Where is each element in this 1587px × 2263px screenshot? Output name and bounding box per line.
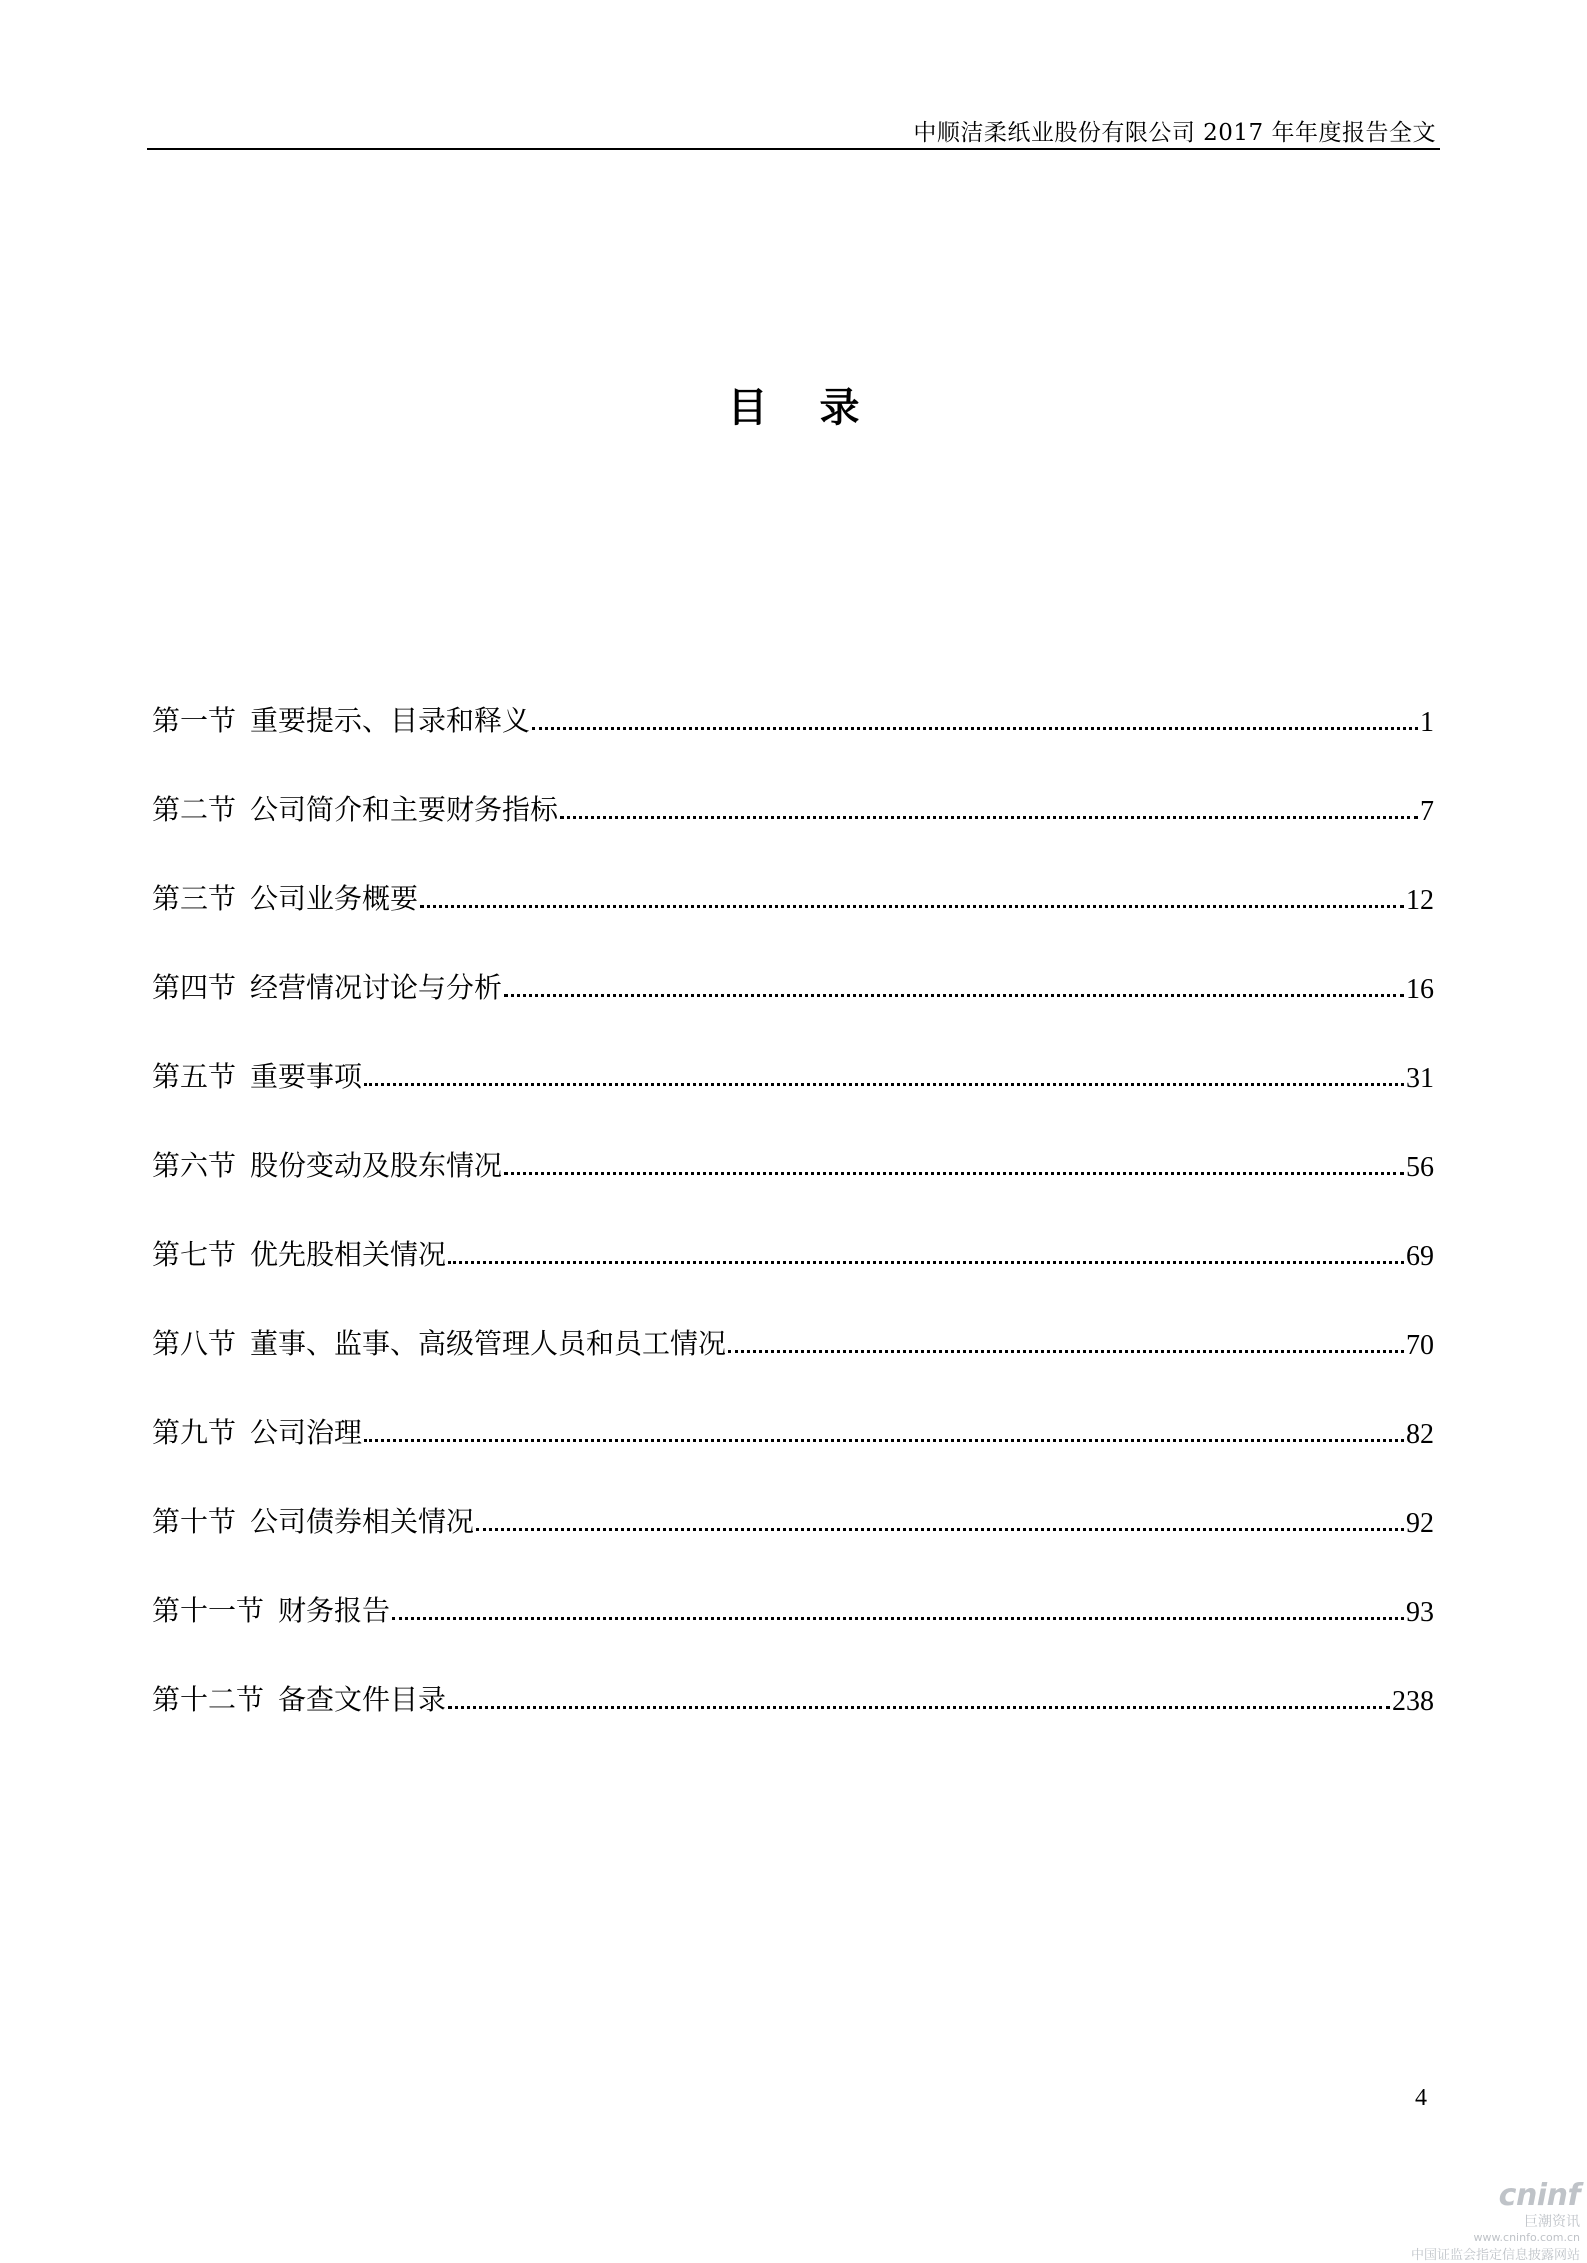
watermark-site: 中国证监会指定信息披露网站 (1410, 2248, 1580, 2263)
toc-page-number: 1 (1420, 707, 1434, 738)
toc-section-number: 第三节 (152, 882, 237, 915)
toc-section-title: 重要事项 (250, 1060, 363, 1093)
toc-list (152, 650, 1434, 1718)
dot-leader (560, 816, 1418, 819)
toc-page-number: 93 (1406, 1597, 1434, 1628)
toc-item[interactable] (152, 1629, 1434, 1718)
cninfo-watermark (1400, 2178, 1580, 2263)
dot-leader (448, 1706, 1390, 1709)
dot-leader (532, 727, 1418, 730)
toc-section-number: 第二节 (152, 793, 237, 826)
watermark-url: www.cninfo.com.cn (1473, 2231, 1580, 2244)
toc-section-title: 备查文件目录 (278, 1683, 447, 1716)
dot-leader (504, 994, 1404, 997)
page-header (147, 108, 1440, 150)
toc-item[interactable] (152, 1362, 1434, 1451)
dot-leader (476, 1528, 1404, 1531)
toc-section-number: 第六节 (152, 1149, 237, 1182)
header-title: 中顺洁柔纸业股份有限公司 2017 年年度报告全文 (913, 120, 1436, 146)
toc-section-title: 重要提示、目录和释义 (250, 704, 531, 737)
dot-leader (420, 905, 1404, 908)
dot-leader (364, 1439, 1404, 1442)
toc-section-title: 股份变动及股东情况 (250, 1149, 503, 1182)
toc-section-title: 公司业务概要 (250, 882, 419, 915)
toc-section-number: 第七节 (152, 1238, 237, 1271)
toc-item[interactable] (152, 650, 1434, 739)
toc-page-number: 69 (1406, 1241, 1434, 1272)
toc-item[interactable] (152, 739, 1434, 828)
toc-section-number: 第十二节 (152, 1683, 265, 1716)
dot-leader (504, 1172, 1404, 1175)
toc-section-title: 财务报告 (278, 1594, 391, 1627)
toc-page-number: 70 (1406, 1330, 1434, 1361)
toc-item[interactable] (152, 917, 1434, 1006)
toc-section-number: 第十节 (152, 1505, 237, 1538)
page-number: 4 (1415, 2085, 1427, 2111)
toc-section-title: 公司治理 (250, 1416, 363, 1449)
toc-page-number: 56 (1406, 1152, 1434, 1183)
toc-section-number: 第四节 (152, 971, 237, 1004)
toc-page-number: 238 (1392, 1686, 1434, 1717)
toc-section-number: 第九节 (152, 1416, 237, 1449)
toc-item[interactable] (152, 828, 1434, 917)
toc-page-number: 7 (1420, 796, 1434, 827)
toc-section-title: 公司简介和主要财务指标 (250, 793, 559, 826)
toc-item[interactable] (152, 1006, 1434, 1095)
toc-section-number: 第一节 (152, 704, 237, 737)
watermark-logo: cninf (1498, 2178, 1580, 2213)
toc-section-number: 第八节 (152, 1327, 237, 1360)
toc-section-number: 第五节 (152, 1060, 237, 1093)
dot-leader (364, 1083, 1404, 1086)
toc-section-title: 公司债券相关情况 (250, 1505, 475, 1538)
toc-item[interactable] (152, 1540, 1434, 1629)
toc-section-number: 第十一节 (152, 1594, 265, 1627)
toc-page-number: 31 (1406, 1063, 1434, 1094)
dot-leader (728, 1350, 1404, 1353)
toc-page-number: 92 (1406, 1508, 1434, 1539)
toc-page-number: 82 (1406, 1419, 1434, 1450)
dot-leader (448, 1261, 1404, 1264)
toc-item[interactable] (152, 1451, 1434, 1540)
toc-page-number: 16 (1406, 974, 1434, 1005)
toc-section-title: 经营情况讨论与分析 (250, 971, 503, 1004)
toc-section-title: 董事、监事、高级管理人员和员工情况 (250, 1327, 727, 1360)
toc-title: 目录 (727, 384, 912, 431)
toc-page-number: 12 (1406, 885, 1434, 916)
toc-section-title: 优先股相关情况 (250, 1238, 447, 1271)
toc-item[interactable] (152, 1095, 1434, 1184)
toc-item[interactable] (152, 1273, 1434, 1362)
toc-item[interactable] (152, 1184, 1434, 1273)
dot-leader (392, 1617, 1404, 1620)
watermark-brand: 巨潮资讯 (1524, 2214, 1580, 2230)
